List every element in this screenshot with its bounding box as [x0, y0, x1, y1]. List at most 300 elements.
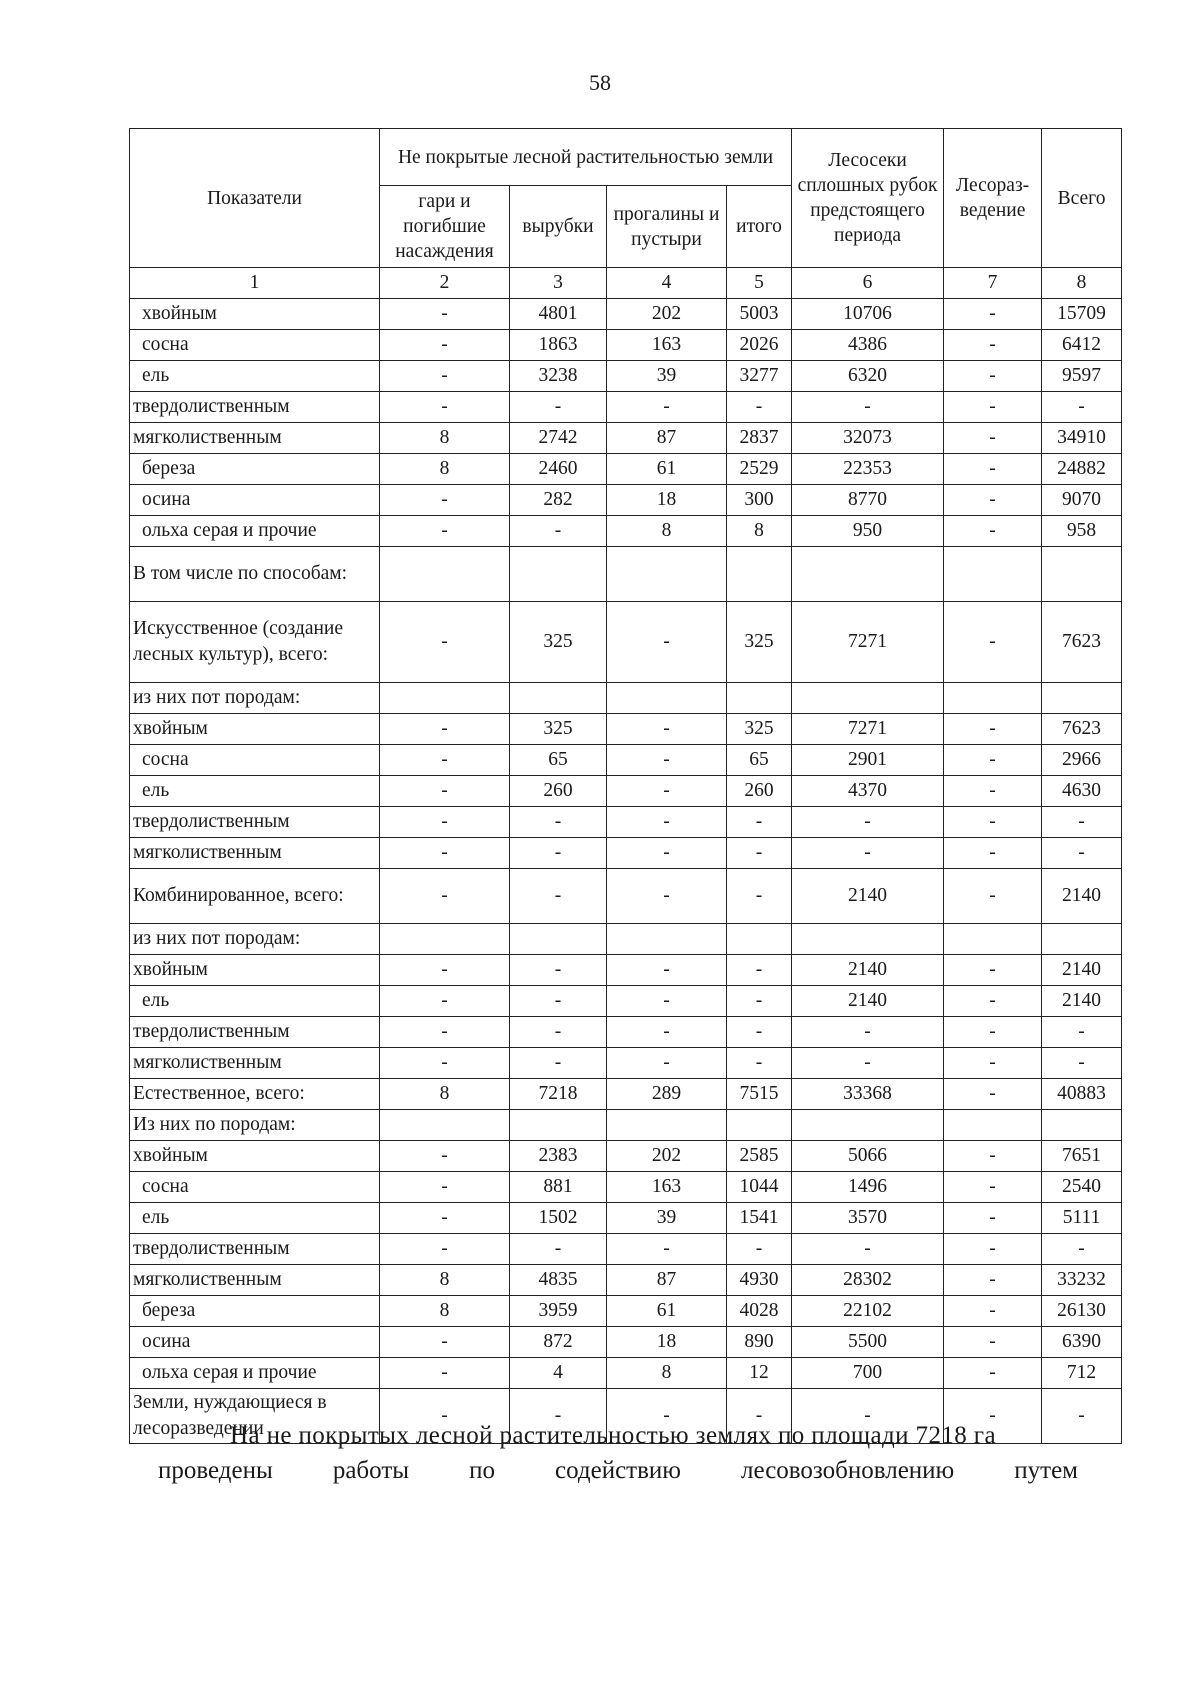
- table-cell: [727, 683, 792, 714]
- table-cell: 5500: [792, 1327, 944, 1358]
- table-cell: 18: [607, 1327, 727, 1358]
- table-cell: 3959: [510, 1296, 607, 1327]
- table-cell: -: [944, 361, 1042, 392]
- table-cell: -: [944, 1048, 1042, 1079]
- table-cell: 4: [510, 1358, 607, 1389]
- table-cell: -: [944, 955, 1042, 986]
- table-cell: -: [944, 454, 1042, 485]
- header-non-covered-lands: Не покрытые лесной растительностью земли: [380, 129, 792, 186]
- table-cell: 6412: [1042, 330, 1122, 361]
- table-row: [130, 1358, 1122, 1389]
- table-cell: -: [727, 807, 792, 838]
- table-cell: -: [380, 330, 510, 361]
- table-cell: -: [380, 1048, 510, 1079]
- column-number: 4: [607, 268, 727, 299]
- table-row: [130, 423, 1122, 454]
- table-row: [130, 807, 1122, 838]
- table-cell: 7623: [1042, 714, 1122, 745]
- row-label: Комбинированное, всего:: [130, 869, 380, 924]
- table-cell: 4386: [792, 330, 944, 361]
- table-row: [130, 1079, 1122, 1110]
- table-cell: -: [380, 714, 510, 745]
- table-cell: 32073: [792, 423, 944, 454]
- table-cell: -: [510, 807, 607, 838]
- table-cell: 260: [727, 776, 792, 807]
- row-label: Из них по породам:: [130, 1110, 380, 1141]
- table-cell: 61: [607, 1296, 727, 1327]
- table-cell: -: [380, 361, 510, 392]
- table-cell: -: [607, 1389, 727, 1444]
- table-cell: -: [380, 1141, 510, 1172]
- table-row: [130, 838, 1122, 869]
- table-cell: 5003: [727, 299, 792, 330]
- table-cell: -: [380, 807, 510, 838]
- table-cell: -: [380, 776, 510, 807]
- table-cell: [380, 683, 510, 714]
- table-cell: 18: [607, 485, 727, 516]
- table-cell: 28302: [792, 1265, 944, 1296]
- table-cell: 2742: [510, 423, 607, 454]
- table-cell: 1044: [727, 1172, 792, 1203]
- table-cell: -: [1042, 1234, 1122, 1265]
- table-cell: -: [944, 602, 1042, 683]
- table-cell: -: [944, 485, 1042, 516]
- row-label: мягколиственным: [130, 423, 380, 454]
- table-cell: -: [727, 392, 792, 423]
- table-cell: -: [944, 1234, 1042, 1265]
- table-cell: -: [944, 1265, 1042, 1296]
- table-row: [130, 683, 1122, 714]
- table-cell: -: [510, 1234, 607, 1265]
- table-row: [130, 299, 1122, 330]
- row-label: из них пот породам:: [130, 683, 380, 714]
- table-row: [130, 547, 1122, 602]
- table-cell: -: [944, 392, 1042, 423]
- table-cell: 872: [510, 1327, 607, 1358]
- table-cell: 2140: [792, 955, 944, 986]
- table-cell: [380, 924, 510, 955]
- table-cell: [1042, 547, 1122, 602]
- table-cell: 87: [607, 423, 727, 454]
- table-cell: 3238: [510, 361, 607, 392]
- table-cell: 5066: [792, 1141, 944, 1172]
- table-cell: 2140: [792, 986, 944, 1017]
- header-clearcut-areas: Лесосеки сплошных рубок предстоящего периода: [792, 129, 944, 268]
- table-row: [130, 924, 1122, 955]
- row-label: твердолиственным: [130, 1234, 380, 1265]
- table-cell: -: [607, 838, 727, 869]
- table-cell: -: [727, 1234, 792, 1265]
- row-label: береза: [130, 1296, 380, 1327]
- table-cell: [792, 547, 944, 602]
- table-cell: -: [510, 869, 607, 924]
- table-cell: -: [510, 1389, 607, 1444]
- table-cell: 2585: [727, 1141, 792, 1172]
- forest-regeneration-table: [129, 128, 1122, 1444]
- table-row: [130, 1172, 1122, 1203]
- table-cell: 202: [607, 299, 727, 330]
- table-cell: -: [607, 714, 727, 745]
- table-cell: -: [380, 299, 510, 330]
- table-cell: -: [607, 776, 727, 807]
- table-cell: -: [380, 516, 510, 547]
- table-cell: 2540: [1042, 1172, 1122, 1203]
- table-row: [130, 602, 1122, 683]
- table-row: [130, 454, 1122, 485]
- table-cell: 34910: [1042, 423, 1122, 454]
- row-label: В том числе по способам:: [130, 547, 380, 602]
- table-cell: 1863: [510, 330, 607, 361]
- table-cell: -: [727, 869, 792, 924]
- table-cell: -: [944, 1389, 1042, 1444]
- table-cell: 325: [727, 602, 792, 683]
- row-label: ель: [130, 361, 380, 392]
- table-cell: 3570: [792, 1203, 944, 1234]
- table-cell: [1042, 683, 1122, 714]
- table-row: [130, 392, 1122, 423]
- table-cell: 950: [792, 516, 944, 547]
- table-cell: -: [380, 955, 510, 986]
- row-label: твердолиственным: [130, 392, 380, 423]
- table-cell: 2140: [792, 869, 944, 924]
- table-cell: -: [510, 838, 607, 869]
- table-cell: -: [380, 485, 510, 516]
- table-cell: [792, 683, 944, 714]
- table-cell: [727, 1110, 792, 1141]
- row-label: ель: [130, 986, 380, 1017]
- table-cell: -: [792, 1389, 944, 1444]
- table-cell: -: [727, 1048, 792, 1079]
- table-row: [130, 1048, 1122, 1079]
- table-cell: -: [727, 838, 792, 869]
- row-label: ель: [130, 776, 380, 807]
- table-cell: -: [1042, 1048, 1122, 1079]
- row-label: сосна: [130, 330, 380, 361]
- table-cell: -: [1042, 807, 1122, 838]
- table-cell: -: [944, 1358, 1042, 1389]
- table-cell: 24882: [1042, 454, 1122, 485]
- table-cell: 1502: [510, 1203, 607, 1234]
- row-label: ольха серая и прочие: [130, 1358, 380, 1389]
- table-cell: 2140: [1042, 986, 1122, 1017]
- table-cell: -: [792, 1234, 944, 1265]
- column-number: 1: [130, 268, 380, 299]
- table-cell: [607, 683, 727, 714]
- row-label: твердолиственным: [130, 1017, 380, 1048]
- table-row: [130, 1141, 1122, 1172]
- paragraph-line-2: проведены работы по содействию лесовозобновлению путем: [158, 1457, 1078, 1484]
- table-cell: -: [607, 955, 727, 986]
- header-total: Всего: [1042, 129, 1122, 268]
- row-label: Земли, нуждающиеся в лесоразведении: [130, 1389, 380, 1444]
- table-cell: 26130: [1042, 1296, 1122, 1327]
- table-cell: -: [510, 1017, 607, 1048]
- row-label: мягколиственным: [130, 838, 380, 869]
- table-cell: -: [944, 807, 1042, 838]
- column-number: 2: [380, 268, 510, 299]
- table-cell: -: [944, 869, 1042, 924]
- table-cell: [510, 924, 607, 955]
- table-cell: 7271: [792, 714, 944, 745]
- table-row: [130, 955, 1122, 986]
- table-cell: 4835: [510, 1265, 607, 1296]
- table-cell: -: [510, 516, 607, 547]
- row-label: Естественное, всего:: [130, 1079, 380, 1110]
- table-cell: -: [380, 1203, 510, 1234]
- table-cell: 7515: [727, 1079, 792, 1110]
- table-row: [130, 1110, 1122, 1141]
- table-cell: -: [607, 807, 727, 838]
- table-cell: -: [380, 1172, 510, 1203]
- table-body: [130, 299, 1122, 1444]
- table-cell: 202: [607, 1141, 727, 1172]
- table-cell: 282: [510, 485, 607, 516]
- table-cell: 40883: [1042, 1079, 1122, 1110]
- table-cell: 8: [380, 1265, 510, 1296]
- table-cell: 22102: [792, 1296, 944, 1327]
- table-cell: -: [380, 602, 510, 683]
- column-number: 3: [510, 268, 607, 299]
- table-cell: -: [727, 1389, 792, 1444]
- table-cell: 65: [727, 745, 792, 776]
- table-cell: 890: [727, 1327, 792, 1358]
- table-cell: [607, 547, 727, 602]
- table-cell: -: [944, 714, 1042, 745]
- table-cell: 1496: [792, 1172, 944, 1203]
- table-cell: 6390: [1042, 1327, 1122, 1358]
- row-label: ольха серая и прочие: [130, 516, 380, 547]
- table-cell: -: [380, 869, 510, 924]
- column-number: 6: [792, 268, 944, 299]
- table-cell: -: [944, 1296, 1042, 1327]
- table-cell: -: [944, 1203, 1042, 1234]
- table-cell: -: [607, 745, 727, 776]
- row-label: осина: [130, 485, 380, 516]
- table-cell: 10706: [792, 299, 944, 330]
- table-cell: -: [944, 1327, 1042, 1358]
- row-label: береза: [130, 454, 380, 485]
- table-cell: [727, 547, 792, 602]
- table-cell: -: [944, 1079, 1042, 1110]
- table-cell: -: [727, 955, 792, 986]
- table-row: [130, 361, 1122, 392]
- table-cell: -: [944, 745, 1042, 776]
- table-row: [130, 986, 1122, 1017]
- table-cell: 325: [510, 602, 607, 683]
- row-label: мягколиственным: [130, 1048, 380, 1079]
- header-indicators: Показатели: [130, 129, 380, 268]
- table-cell: 8: [727, 516, 792, 547]
- table-cell: [380, 1110, 510, 1141]
- table-cell: 5111: [1042, 1203, 1122, 1234]
- table-cell: 12: [727, 1358, 792, 1389]
- table-cell: 4930: [727, 1265, 792, 1296]
- table-cell: 8: [380, 1079, 510, 1110]
- table-cell: 2383: [510, 1141, 607, 1172]
- table-cell: 300: [727, 485, 792, 516]
- table-cell: -: [510, 986, 607, 1017]
- table-cell: 39: [607, 361, 727, 392]
- table-cell: [380, 547, 510, 602]
- row-label: ель: [130, 1203, 380, 1234]
- table-cell: 4370: [792, 776, 944, 807]
- table-cell: -: [607, 1017, 727, 1048]
- table-cell: -: [607, 1048, 727, 1079]
- table-cell: 8770: [792, 485, 944, 516]
- table-cell: [510, 683, 607, 714]
- table-row: [130, 1203, 1122, 1234]
- table-cell: 289: [607, 1079, 727, 1110]
- table-cell: 8: [380, 1296, 510, 1327]
- table-cell: -: [1042, 392, 1122, 423]
- table-cell: 7651: [1042, 1141, 1122, 1172]
- table-cell: -: [1042, 838, 1122, 869]
- table-cell: 8: [607, 516, 727, 547]
- table-cell: -: [380, 392, 510, 423]
- table-cell: [1042, 924, 1122, 955]
- table-cell: 2966: [1042, 745, 1122, 776]
- table-cell: 7218: [510, 1079, 607, 1110]
- header-cuttings: вырубки: [510, 186, 607, 268]
- table-row: [130, 1265, 1122, 1296]
- table-cell: 8: [607, 1358, 727, 1389]
- table-cell: 7623: [1042, 602, 1122, 683]
- row-label: осина: [130, 1327, 380, 1358]
- table-cell: -: [944, 299, 1042, 330]
- column-number: 7: [944, 268, 1042, 299]
- table-cell: 8: [380, 423, 510, 454]
- table-cell: [944, 547, 1042, 602]
- table-cell: 8: [380, 454, 510, 485]
- table-row: [130, 330, 1122, 361]
- table-cell: -: [607, 1234, 727, 1265]
- table-cell: 4801: [510, 299, 607, 330]
- table-cell: 881: [510, 1172, 607, 1203]
- table-cell: 22353: [792, 454, 944, 485]
- table-cell: -: [727, 1017, 792, 1048]
- table-cell: 4630: [1042, 776, 1122, 807]
- table-cell: 163: [607, 1172, 727, 1203]
- table-cell: [792, 924, 944, 955]
- table-cell: -: [727, 986, 792, 1017]
- table-cell: 33232: [1042, 1265, 1122, 1296]
- table-row: [130, 1017, 1122, 1048]
- table-cell: [944, 1110, 1042, 1141]
- table-row: [130, 516, 1122, 547]
- table-row: [130, 1296, 1122, 1327]
- table-cell: 700: [792, 1358, 944, 1389]
- column-number: 5: [727, 268, 792, 299]
- table-cell: 1541: [727, 1203, 792, 1234]
- table-cell: [510, 1110, 607, 1141]
- table-cell: -: [944, 986, 1042, 1017]
- table-cell: 3277: [727, 361, 792, 392]
- header-subtotal: итого: [727, 186, 792, 268]
- header-burns: гари и погибшие насаждения: [380, 186, 510, 268]
- page-number: 58: [589, 70, 611, 95]
- table-cell: -: [944, 516, 1042, 547]
- table-cell: 65: [510, 745, 607, 776]
- table-row: [130, 485, 1122, 516]
- row-label: мягколиственным: [130, 1265, 380, 1296]
- table-cell: 2140: [1042, 955, 1122, 986]
- table-cell: -: [792, 838, 944, 869]
- table-cell: -: [792, 1017, 944, 1048]
- paragraph-line-1: На не покрытых лесной растительностью землях по площади 7218 га: [230, 1422, 996, 1449]
- table-cell: 7271: [792, 602, 944, 683]
- table-cell: -: [792, 807, 944, 838]
- table-cell: 33368: [792, 1079, 944, 1110]
- table-cell: -: [607, 986, 727, 1017]
- table-cell: -: [944, 838, 1042, 869]
- row-label: хвойным: [130, 955, 380, 986]
- header-afforestation: Лесораз-ведение: [944, 129, 1042, 268]
- table-cell: [1042, 1110, 1122, 1141]
- table-cell: 2837: [727, 423, 792, 454]
- column-number: 8: [1042, 268, 1122, 299]
- table-cell: 260: [510, 776, 607, 807]
- table-cell: -: [380, 838, 510, 869]
- table-cell: -: [944, 423, 1042, 454]
- table-cell: 9597: [1042, 361, 1122, 392]
- header-glades: прогалины и пустыри: [607, 186, 727, 268]
- table-cell: 87: [607, 1265, 727, 1296]
- table-cell: -: [380, 1389, 510, 1444]
- table-cell: -: [510, 1048, 607, 1079]
- table-cell: -: [607, 869, 727, 924]
- table-cell: [510, 547, 607, 602]
- table-cell: -: [380, 1358, 510, 1389]
- row-label: из них пот породам:: [130, 924, 380, 955]
- row-label: твердолиственным: [130, 807, 380, 838]
- table-cell: -: [792, 1048, 944, 1079]
- table-cell: 2460: [510, 454, 607, 485]
- table-cell: -: [380, 1327, 510, 1358]
- table-cell: [944, 924, 1042, 955]
- row-label: хвойным: [130, 1141, 380, 1172]
- table-cell: 2140: [1042, 869, 1122, 924]
- table-cell: [607, 1110, 727, 1141]
- table-cell: 39: [607, 1203, 727, 1234]
- table-cell: -: [380, 1234, 510, 1265]
- table-row: [130, 745, 1122, 776]
- table-cell: 712: [1042, 1358, 1122, 1389]
- table-cell: -: [1042, 1389, 1122, 1444]
- table-row: [130, 1234, 1122, 1265]
- table-cell: -: [607, 392, 727, 423]
- table-cell: -: [510, 955, 607, 986]
- table-cell: -: [944, 1172, 1042, 1203]
- table-cell: -: [380, 986, 510, 1017]
- table-cell: [792, 1110, 944, 1141]
- table-cell: 61: [607, 454, 727, 485]
- row-label: сосна: [130, 1172, 380, 1203]
- table-cell: 15709: [1042, 299, 1122, 330]
- table-cell: 325: [727, 714, 792, 745]
- table-cell: [607, 924, 727, 955]
- table-row: [130, 714, 1122, 745]
- table-cell: -: [792, 392, 944, 423]
- table-cell: 325: [510, 714, 607, 745]
- table-cell: -: [607, 602, 727, 683]
- table-cell: -: [380, 1017, 510, 1048]
- table-cell: 2901: [792, 745, 944, 776]
- table-cell: 2529: [727, 454, 792, 485]
- table-cell: -: [1042, 1017, 1122, 1048]
- row-label: сосна: [130, 745, 380, 776]
- table-cell: -: [944, 330, 1042, 361]
- table-cell: -: [510, 392, 607, 423]
